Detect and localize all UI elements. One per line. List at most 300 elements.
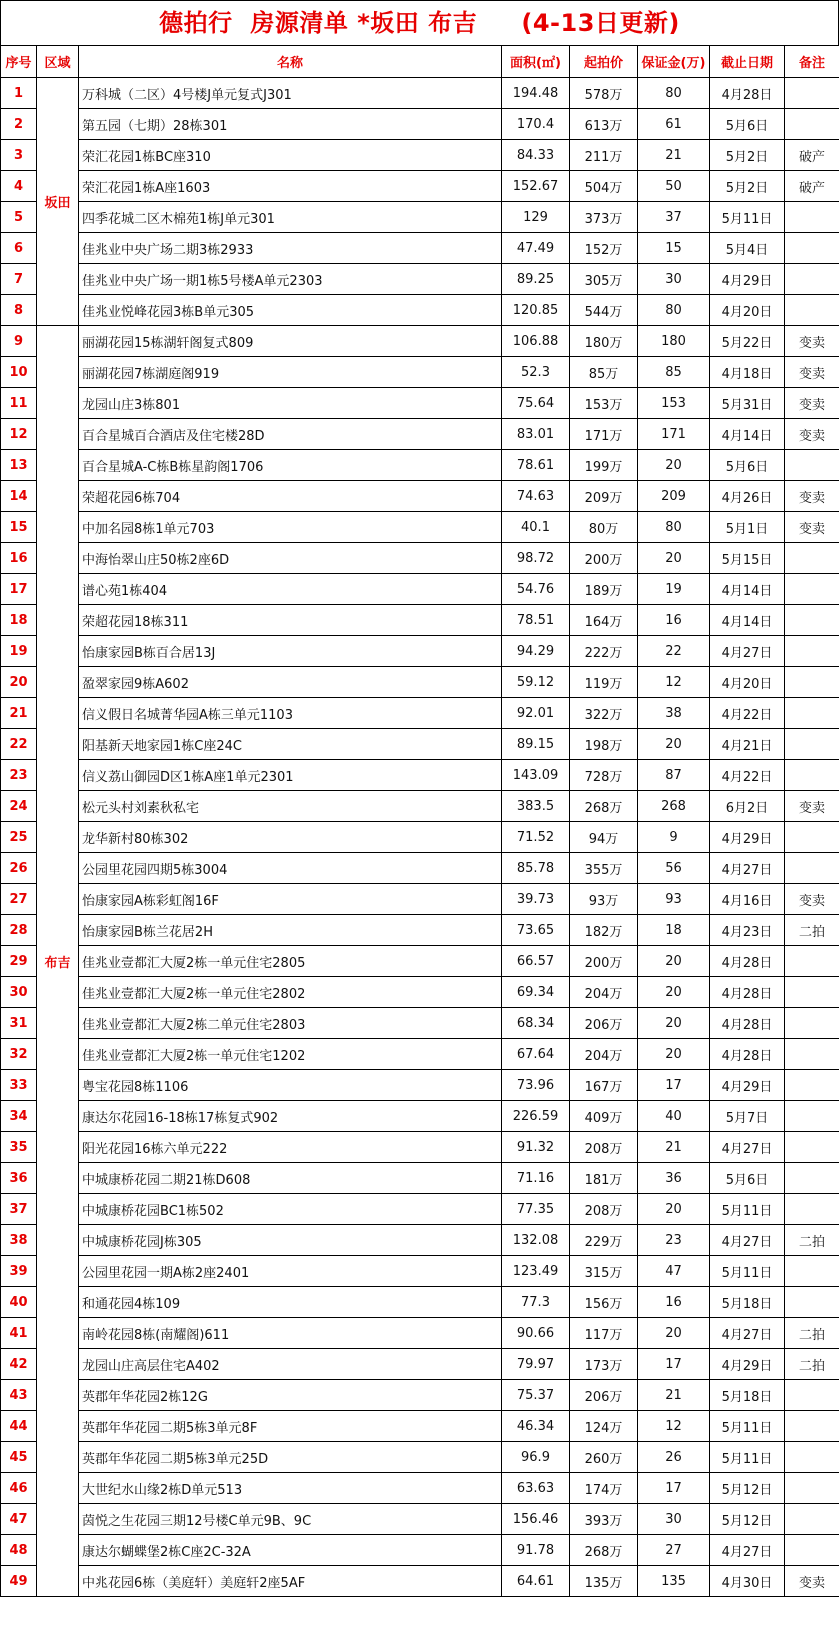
area-value: 170.4: [502, 109, 570, 140]
property-name: 佳兆业壹都汇大厦2栋一单元住宅1202: [79, 1039, 502, 1070]
area-value: 54.76: [502, 574, 570, 605]
property-name: 英郡年华花园二期5栋3单元8F: [79, 1411, 502, 1442]
start-price: 204万: [570, 977, 638, 1008]
area-value: 78.61: [502, 450, 570, 481]
deadline-date: 5月31日: [710, 388, 785, 419]
area-value: 152.67: [502, 171, 570, 202]
area-value: 156.46: [502, 1504, 570, 1535]
deadline-date: 5月6日: [710, 109, 785, 140]
deposit-value: 22: [638, 636, 710, 667]
deposit-value: 135: [638, 1566, 710, 1597]
deposit-value: 9: [638, 822, 710, 853]
row-number: 9: [1, 326, 37, 357]
table-row: [1, 1411, 839, 1442]
deposit-value: 50: [638, 171, 710, 202]
row-number: 32: [1, 1039, 37, 1070]
note-value: [785, 233, 839, 264]
row-number: 13: [1, 450, 37, 481]
deadline-date: 5月6日: [710, 1163, 785, 1194]
area-value: 84.33: [502, 140, 570, 171]
note-value: 破产: [785, 140, 839, 171]
table-row: [1, 78, 839, 109]
property-name: 英郡年华花园二期5栋3单元25D: [79, 1442, 502, 1473]
property-name: 龙园山庄高层住宅A402: [79, 1349, 502, 1380]
deadline-date: 4月14日: [710, 605, 785, 636]
deadline-date: 4月28日: [710, 1039, 785, 1070]
start-price: 174万: [570, 1473, 638, 1504]
table-row: [1, 698, 839, 729]
row-number: 21: [1, 698, 37, 729]
area-value: 129: [502, 202, 570, 233]
note-value: 变卖: [785, 388, 839, 419]
note-value: [785, 822, 839, 853]
property-name: 怡康家园B栋百合居13J: [79, 636, 502, 667]
start-price: 355万: [570, 853, 638, 884]
row-number: 42: [1, 1349, 37, 1380]
deposit-value: 85: [638, 357, 710, 388]
start-price: 171万: [570, 419, 638, 450]
deadline-date: 4月26日: [710, 481, 785, 512]
property-name: 佳兆业中央广场二期3栋2933: [79, 233, 502, 264]
area-value: 98.72: [502, 543, 570, 574]
property-name: 康达尔花园16-18栋17栋复式902: [79, 1101, 502, 1132]
area-value: 91.78: [502, 1535, 570, 1566]
property-name: 中城康桥花园BC1栋502: [79, 1194, 502, 1225]
start-price: 613万: [570, 109, 638, 140]
area-value: 89.25: [502, 264, 570, 295]
note-value: [785, 1008, 839, 1039]
table-row: [1, 109, 839, 140]
property-name: 百合星城A-C栋B栋星韵阁1706: [79, 450, 502, 481]
start-price: 229万: [570, 1225, 638, 1256]
deposit-value: 26: [638, 1442, 710, 1473]
deadline-date: 6月2日: [710, 791, 785, 822]
row-number: 36: [1, 1163, 37, 1194]
row-number: 4: [1, 171, 37, 202]
deposit-value: 171: [638, 419, 710, 450]
table-row: [1, 357, 839, 388]
area-value: 226.59: [502, 1101, 570, 1132]
property-name: 英郡年华花园2栋12G: [79, 1380, 502, 1411]
start-price: 544万: [570, 295, 638, 326]
start-price: 156万: [570, 1287, 638, 1318]
row-number: 15: [1, 512, 37, 543]
table-row: [1, 1473, 839, 1504]
area-value: 39.73: [502, 884, 570, 915]
start-price: 167万: [570, 1070, 638, 1101]
note-value: [785, 729, 839, 760]
start-price: 504万: [570, 171, 638, 202]
property-name: 阳基新天地家园1栋C座24C: [79, 729, 502, 760]
note-value: [785, 1287, 839, 1318]
deposit-value: 17: [638, 1349, 710, 1380]
start-price: 152万: [570, 233, 638, 264]
deposit-value: 20: [638, 543, 710, 574]
deposit-value: 21: [638, 1132, 710, 1163]
note-value: [785, 202, 839, 233]
deposit-value: 20: [638, 1318, 710, 1349]
deadline-date: 5月2日: [710, 171, 785, 202]
deadline-date: 4月29日: [710, 264, 785, 295]
table-row: [1, 605, 839, 636]
table-row: [1, 1380, 839, 1411]
table-row: [1, 326, 839, 357]
header-deposit: 保证金(万): [638, 46, 710, 78]
table-row: [1, 171, 839, 202]
deposit-value: 37: [638, 202, 710, 233]
start-price: 578万: [570, 78, 638, 109]
note-value: [785, 1132, 839, 1163]
area-value: 71.16: [502, 1163, 570, 1194]
start-price: 93万: [570, 884, 638, 915]
area-value: 96.9: [502, 1442, 570, 1473]
deadline-date: 5月2日: [710, 140, 785, 171]
property-name: 佳兆业壹都汇大厦2栋二单元住宅2803: [79, 1008, 502, 1039]
row-number: 6: [1, 233, 37, 264]
start-price: 200万: [570, 946, 638, 977]
note-value: 变卖: [785, 481, 839, 512]
start-price: 80万: [570, 512, 638, 543]
note-value: 变卖: [785, 512, 839, 543]
table-row: [1, 1535, 839, 1566]
area-value: 77.35: [502, 1194, 570, 1225]
row-number: 20: [1, 667, 37, 698]
row-number: 10: [1, 357, 37, 388]
start-price: 153万: [570, 388, 638, 419]
row-number: 27: [1, 884, 37, 915]
start-price: 119万: [570, 667, 638, 698]
start-price: 94万: [570, 822, 638, 853]
table-row: [1, 760, 839, 791]
note-value: 二拍: [785, 1349, 839, 1380]
deadline-date: 4月27日: [710, 1132, 785, 1163]
table-row: [1, 202, 839, 233]
property-name: 盈翠家园9栋A602: [79, 667, 502, 698]
row-number: 45: [1, 1442, 37, 1473]
property-name: 百合星城百合酒店及住宅楼28D: [79, 419, 502, 450]
property-name: 佳兆业悦峰花园3栋B单元305: [79, 295, 502, 326]
note-value: [785, 1442, 839, 1473]
table-row: [1, 1256, 839, 1287]
row-number: 16: [1, 543, 37, 574]
property-name: 第五园（七期）28栋301: [79, 109, 502, 140]
start-price: 222万: [570, 636, 638, 667]
property-name: 松元头村刘素秋私宅: [79, 791, 502, 822]
start-price: 728万: [570, 760, 638, 791]
property-name: 四季花城二区木棉苑1栋J单元301: [79, 202, 502, 233]
table-row: [1, 419, 839, 450]
header-region: 区域: [37, 46, 79, 78]
deadline-date: 5月1日: [710, 512, 785, 543]
row-number: 17: [1, 574, 37, 605]
area-value: 74.63: [502, 481, 570, 512]
deadline-date: 4月28日: [710, 78, 785, 109]
row-number: 41: [1, 1318, 37, 1349]
deposit-value: 40: [638, 1101, 710, 1132]
property-name: 中兆花园6栋（美庭轩）美庭轩2座5AF: [79, 1566, 502, 1597]
deposit-value: 268: [638, 791, 710, 822]
area-value: 59.12: [502, 667, 570, 698]
area-value: 132.08: [502, 1225, 570, 1256]
row-number: 7: [1, 264, 37, 295]
row-number: 46: [1, 1473, 37, 1504]
deadline-date: 4月23日: [710, 915, 785, 946]
table-row: [1, 1194, 839, 1225]
deadline-date: 5月6日: [710, 450, 785, 481]
deposit-value: 12: [638, 667, 710, 698]
table-row: [1, 481, 839, 512]
table-row: [1, 822, 839, 853]
property-name: 中城康桥花园J栋305: [79, 1225, 502, 1256]
deposit-value: 17: [638, 1473, 710, 1504]
table-row: [1, 1287, 839, 1318]
deadline-date: 5月15日: [710, 543, 785, 574]
start-price: 208万: [570, 1194, 638, 1225]
table-row: [1, 1349, 839, 1380]
start-price: 173万: [570, 1349, 638, 1380]
area-value: 73.96: [502, 1070, 570, 1101]
start-price: 322万: [570, 698, 638, 729]
area-value: 143.09: [502, 760, 570, 791]
note-value: 变卖: [785, 326, 839, 357]
property-name: 公园里花园一期A栋2座2401: [79, 1256, 502, 1287]
start-price: 180万: [570, 326, 638, 357]
start-price: 393万: [570, 1504, 638, 1535]
deadline-date: 5月7日: [710, 1101, 785, 1132]
deadline-date: 5月11日: [710, 1194, 785, 1225]
area-value: 106.88: [502, 326, 570, 357]
deadline-date: 4月27日: [710, 1318, 785, 1349]
start-price: 182万: [570, 915, 638, 946]
deadline-date: 5月11日: [710, 1411, 785, 1442]
area-value: 90.66: [502, 1318, 570, 1349]
note-value: [785, 1163, 839, 1194]
start-price: 373万: [570, 202, 638, 233]
note-value: 破产: [785, 171, 839, 202]
note-value: 变卖: [785, 1566, 839, 1597]
table-row: [1, 450, 839, 481]
note-value: [785, 1504, 839, 1535]
row-number: 1: [1, 78, 37, 109]
table-row: [1, 729, 839, 760]
start-price: 164万: [570, 605, 638, 636]
note-value: [785, 1101, 839, 1132]
deadline-date: 4月20日: [710, 295, 785, 326]
deposit-value: 93: [638, 884, 710, 915]
start-price: 189万: [570, 574, 638, 605]
property-name: 荣汇花园1栋A座1603: [79, 171, 502, 202]
deadline-date: 5月11日: [710, 1256, 785, 1287]
table-row: [1, 1008, 839, 1039]
deposit-value: 16: [638, 1287, 710, 1318]
area-value: 40.1: [502, 512, 570, 543]
deadline-date: 4月22日: [710, 698, 785, 729]
row-number: 11: [1, 388, 37, 419]
property-name: 荣超花园18栋311: [79, 605, 502, 636]
deadline-date: 5月4日: [710, 233, 785, 264]
deposit-value: 20: [638, 946, 710, 977]
deposit-value: 30: [638, 1504, 710, 1535]
area-value: 77.3: [502, 1287, 570, 1318]
row-number: 37: [1, 1194, 37, 1225]
property-name: 佳兆业壹都汇大厦2栋一单元住宅2802: [79, 977, 502, 1008]
deposit-value: 180: [638, 326, 710, 357]
area-value: 91.32: [502, 1132, 570, 1163]
note-value: [785, 1256, 839, 1287]
row-number: 40: [1, 1287, 37, 1318]
property-name: 大世纪水山缘2栋D单元513: [79, 1473, 502, 1504]
area-value: 75.64: [502, 388, 570, 419]
start-price: 85万: [570, 357, 638, 388]
note-value: 变卖: [785, 791, 839, 822]
deposit-value: 21: [638, 140, 710, 171]
table-row: [1, 512, 839, 543]
deadline-date: 4月30日: [710, 1566, 785, 1597]
note-value: [785, 853, 839, 884]
header-name: 名称: [79, 46, 502, 78]
header-row: [1, 46, 839, 78]
start-price: 211万: [570, 140, 638, 171]
property-name: 中城康桥花园二期21栋D608: [79, 1163, 502, 1194]
deadline-date: 5月12日: [710, 1504, 785, 1535]
deposit-value: 20: [638, 1039, 710, 1070]
table-row: [1, 264, 839, 295]
deadline-date: 4月27日: [710, 853, 785, 884]
note-value: 变卖: [785, 884, 839, 915]
start-price: 117万: [570, 1318, 638, 1349]
note-value: [785, 109, 839, 140]
area-value: 89.15: [502, 729, 570, 760]
row-number: 38: [1, 1225, 37, 1256]
deposit-value: 17: [638, 1070, 710, 1101]
header-deadline: 截止日期: [710, 46, 785, 78]
property-name: 中加名园8栋1单元703: [79, 512, 502, 543]
deposit-value: 56: [638, 853, 710, 884]
deposit-value: 36: [638, 1163, 710, 1194]
property-name: 南岭花园8栋(南耀阁)611: [79, 1318, 502, 1349]
property-name: 和通花园4栋109: [79, 1287, 502, 1318]
deadline-date: 4月22日: [710, 760, 785, 791]
table-row: [1, 1163, 839, 1194]
table-row: [1, 1566, 839, 1597]
property-name: 茵悦之生花园三期12号楼C单元9B、9C: [79, 1504, 502, 1535]
table-row: [1, 574, 839, 605]
table-row: [1, 1504, 839, 1535]
table-row: [1, 233, 839, 264]
table-body: [1, 78, 839, 1597]
row-number: 26: [1, 853, 37, 884]
note-value: [785, 264, 839, 295]
note-value: [785, 1411, 839, 1442]
row-number: 24: [1, 791, 37, 822]
deposit-value: 27: [638, 1535, 710, 1566]
note-value: 二拍: [785, 1318, 839, 1349]
start-price: 206万: [570, 1008, 638, 1039]
deadline-date: 5月11日: [710, 202, 785, 233]
deposit-value: 20: [638, 729, 710, 760]
deadline-date: 4月27日: [710, 1225, 785, 1256]
property-name: 阳光花园16栋六单元222: [79, 1132, 502, 1163]
deadline-date: 5月18日: [710, 1287, 785, 1318]
start-price: 206万: [570, 1380, 638, 1411]
row-number: 30: [1, 977, 37, 1008]
area-value: 66.57: [502, 946, 570, 977]
note-value: [785, 295, 839, 326]
note-value: [785, 450, 839, 481]
row-number: 35: [1, 1132, 37, 1163]
deposit-value: 30: [638, 264, 710, 295]
deadline-date: 4月29日: [710, 822, 785, 853]
note-value: [785, 698, 839, 729]
deposit-value: 80: [638, 295, 710, 326]
property-name: 荣超花园6栋704: [79, 481, 502, 512]
area-value: 94.29: [502, 636, 570, 667]
property-name: 龙华新村80栋302: [79, 822, 502, 853]
row-number: 23: [1, 760, 37, 791]
property-name: 康达尔蝴蝶堡2栋C座2C-32A: [79, 1535, 502, 1566]
property-name: 信义荔山御园D区1栋A座1单元2301: [79, 760, 502, 791]
area-value: 92.01: [502, 698, 570, 729]
deposit-value: 21: [638, 1380, 710, 1411]
table-row: [1, 667, 839, 698]
row-number: 2: [1, 109, 37, 140]
start-price: 199万: [570, 450, 638, 481]
area-value: 79.97: [502, 1349, 570, 1380]
property-name: 信义假日名城菁华园A栋三单元1103: [79, 698, 502, 729]
property-name: 怡康家园B栋兰花居2H: [79, 915, 502, 946]
property-name: 丽湖花园15栋湖轩阁复式809: [79, 326, 502, 357]
area-value: 383.5: [502, 791, 570, 822]
row-number: 29: [1, 946, 37, 977]
table-row: [1, 1039, 839, 1070]
table-row: [1, 915, 839, 946]
deadline-date: 4月21日: [710, 729, 785, 760]
row-number: 22: [1, 729, 37, 760]
table-row: [1, 1225, 839, 1256]
deposit-value: 20: [638, 1008, 710, 1039]
deadline-date: 4月29日: [710, 1349, 785, 1380]
row-number: 44: [1, 1411, 37, 1442]
note-value: [785, 636, 839, 667]
deadline-date: 4月18日: [710, 357, 785, 388]
note-value: [785, 667, 839, 698]
deadline-date: 5月18日: [710, 1380, 785, 1411]
start-price: 409万: [570, 1101, 638, 1132]
note-value: [785, 977, 839, 1008]
row-number: 33: [1, 1070, 37, 1101]
table-row: [1, 977, 839, 1008]
area-value: 63.63: [502, 1473, 570, 1504]
deadline-date: 4月28日: [710, 977, 785, 1008]
row-number: 43: [1, 1380, 37, 1411]
page-title: 德拍行 房源清单 *坂田 布吉 (4-13日更新): [0, 0, 839, 45]
header-no: 序号: [1, 46, 37, 78]
area-value: 73.65: [502, 915, 570, 946]
deposit-value: 80: [638, 78, 710, 109]
area-value: 123.49: [502, 1256, 570, 1287]
property-name: 中海怡翠山庄50栋2座6D: [79, 543, 502, 574]
deposit-value: 19: [638, 574, 710, 605]
note-value: [785, 543, 839, 574]
note-value: [785, 78, 839, 109]
start-price: 135万: [570, 1566, 638, 1597]
row-number: 5: [1, 202, 37, 233]
header-price: 起拍价: [570, 46, 638, 78]
note-value: [785, 1070, 839, 1101]
deadline-date: 4月28日: [710, 1008, 785, 1039]
deposit-value: 12: [638, 1411, 710, 1442]
area-value: 85.78: [502, 853, 570, 884]
